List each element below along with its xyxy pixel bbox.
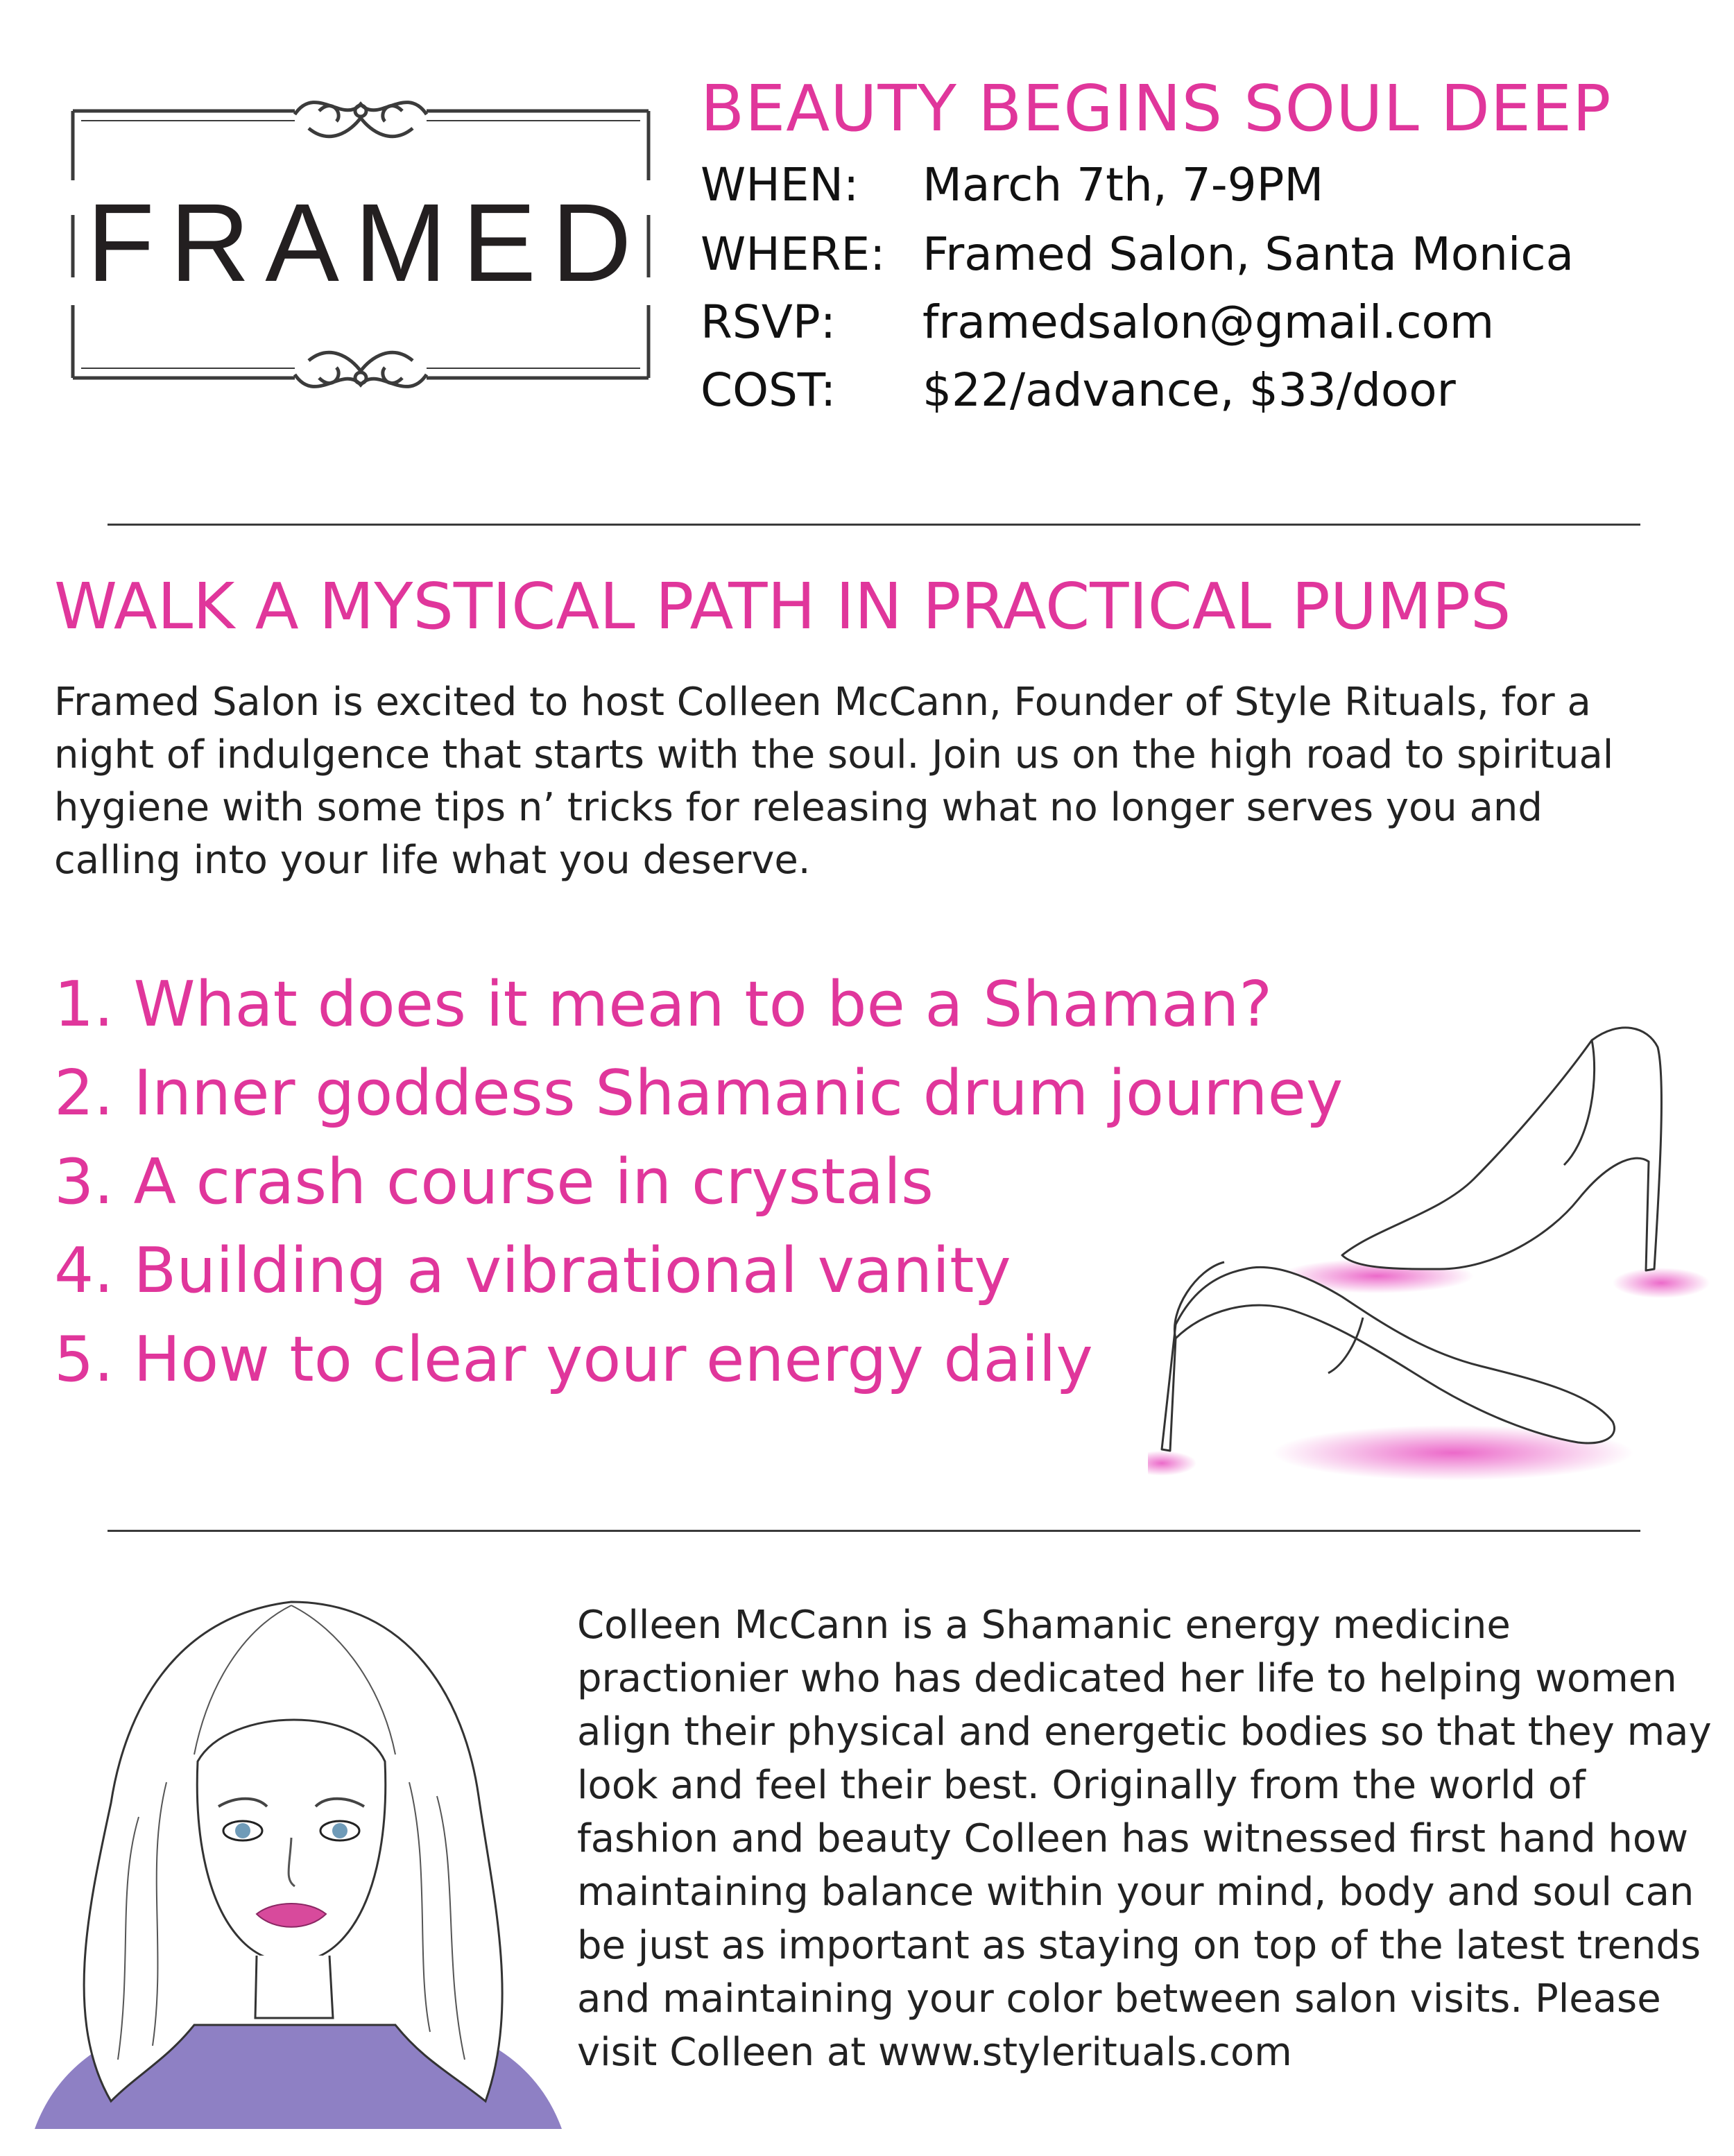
framed-logo — [66, 97, 655, 392]
list-item: 3. A crash course in crystals — [54, 1146, 934, 1218]
bio-paragraph: Colleen McCann is a Shamanic energy medicine practionier who has dedicated her life to helping women align their physical and energetic bodies so that they may look and feel their best. Originally from the world of fashion and beauty Colleen has witnessed first hand how maintaining balance within your mind, body and soul can be just as important as staying on top of the latest trends and maintaining your color between salon visits. Please visit Colleen at www.stylerituals.com — [577, 1603, 1712, 2075]
where-label: WHERE: — [701, 227, 886, 281]
list-item: 1. What does it mean to be a Shaman? — [54, 968, 1273, 1041]
when-label: WHEN: — [701, 158, 859, 212]
event-rsvp — [701, 295, 1699, 350]
rsvp-label: RSVP: — [701, 295, 836, 349]
list-item: 2. Inner goddess Shamanic drum journey — [54, 1057, 1344, 1130]
cost-value: $22/advance, $33/door — [922, 363, 1456, 417]
logo-wordmark: FRAMED — [87, 180, 647, 304]
where-value: Framed Salon, Santa Monica — [922, 227, 1574, 281]
event-where — [701, 227, 1699, 282]
event-cost — [701, 363, 1699, 417]
divider-bottom — [108, 1530, 1640, 1532]
event-when — [701, 158, 1699, 212]
shoes-illustration — [1148, 1019, 1710, 1498]
intro-paragraph: Framed Salon is excited to host Colleen McCann, Founder of Style Rituals, for a night of indulgence that starts with the soul. Join us on the high road to spiritual hygiene with some tips n’ tricks for releasing what no longer serves you and calling into your life what you deserve. — [54, 680, 1614, 883]
when-value: March 7th, 7-9PM — [922, 158, 1324, 212]
list-item: 5. How to clear your energy daily — [54, 1323, 1093, 1396]
event-headline: BEAUTY BEGINS SOUL DEEP — [701, 71, 1612, 146]
cost-label: COST: — [701, 363, 836, 417]
portrait-illustration — [35, 1574, 562, 2129]
list-item: 4. Building a vibrational vanity — [54, 1234, 1011, 1307]
section-title: WALK A MYSTICAL PATH IN PRACTICAL PUMPS — [54, 569, 1511, 644]
rsvp-email-link[interactable]: framedsalon@gmail.com — [922, 295, 1495, 349]
divider-top — [108, 524, 1640, 526]
